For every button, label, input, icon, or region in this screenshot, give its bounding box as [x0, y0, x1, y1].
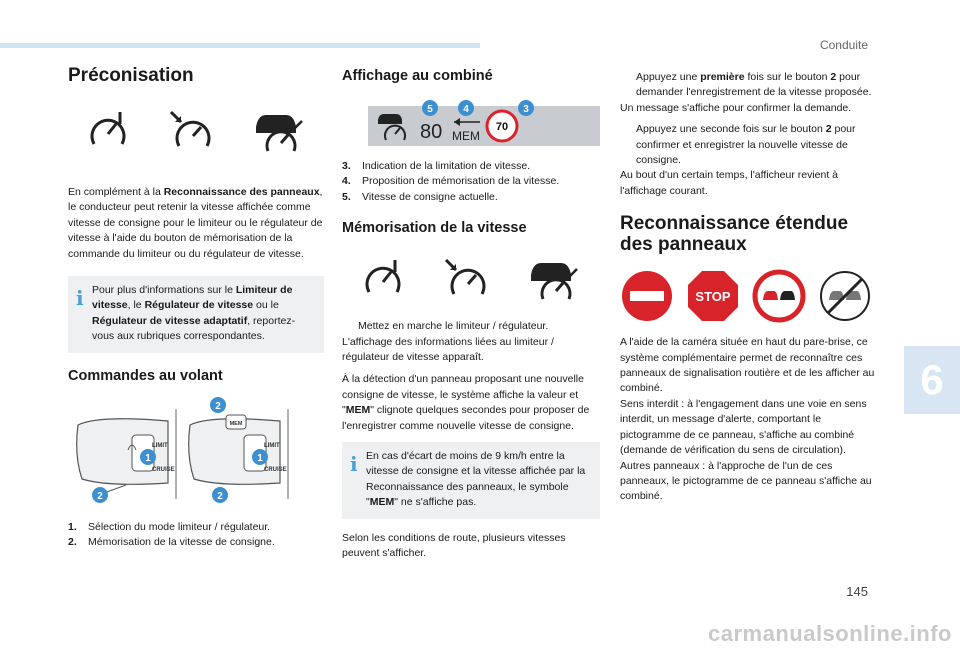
bullet-symbol	[342, 319, 358, 334]
svg-text:LIMIT: LIMIT	[264, 442, 280, 449]
speed-limiter-icon	[86, 110, 130, 152]
info-box	[342, 442, 600, 519]
heading-preconisation: Préconisation	[68, 65, 194, 86]
stalk-left	[77, 418, 175, 502]
cruise-control-icon	[442, 258, 490, 300]
column-middle	[342, 64, 600, 562]
paragraph: Un message s'affiche pour confirmer la demande.	[620, 101, 852, 114]
stop-sign-icon	[686, 269, 740, 323]
no-entry-sign-icon	[620, 269, 674, 323]
section-title: Conduite	[819, 38, 868, 52]
info-icon: i	[350, 452, 358, 477]
watermark: carmanualsonline.info	[708, 621, 952, 646]
svg-text:2: 2	[217, 490, 223, 502]
svg-text:4: 4	[463, 104, 469, 115]
steering-stalk-illustration	[68, 395, 324, 505]
column-right	[620, 70, 878, 505]
info-box	[68, 276, 324, 353]
svg-text:2: 2	[215, 400, 221, 412]
list-item: 1. Sélection du mode limiteur / régulateur.	[68, 520, 271, 533]
heading-reconnaissance: Reconnaissance étendue des panneaux	[620, 213, 849, 256]
bullet-step: Mettez en marche le limiteur / régulateur.	[342, 319, 600, 334]
paragraph: Selon les conditions de route, plusieurs vitesses peuvent s'afficher.	[342, 531, 566, 560]
intro-paragraph: En complément à la Reconnaissance des panneaux, le conducteur peut retenir la vitesse affichée comme vitesse de consigne pour le limiteur ou le régulateur de vitesse à l'aide du bouton de mémorisation de la commande du limiteur ou du régulateur de vitesse.	[68, 186, 323, 260]
heading-commandes: Commandes au volant	[68, 367, 223, 384]
limit-label: LIMIT	[152, 442, 168, 449]
chapter-tab	[904, 346, 960, 414]
cruise-label: CRUISE	[152, 466, 175, 473]
end-no-overtaking-sign-icon	[818, 269, 872, 323]
list-item: 5. Vitesse de consigne actuelle.	[342, 190, 498, 203]
instrument-display	[368, 100, 600, 146]
mem-label: MEM	[229, 420, 243, 427]
svg-text:3: 3	[523, 104, 529, 115]
list-item: 2. Mémorisation de la vitesse de consigne.	[68, 536, 275, 549]
svg-text:STOP: STOP	[695, 289, 731, 305]
road-signs-row	[620, 269, 872, 323]
chapter-number: 6	[920, 356, 944, 403]
info-text: Pour plus d'informations sur le Limiteur de vitesse, le Régulateur de vitesse ou le Régulateur de vitesse adaptatif, reportez-vous aux rubriques correspondantes.	[92, 284, 296, 343]
info-text: En cas d'écart de moins de 9 km/h entre la vitesse de consigne et la vitesse affichée par la Reconnaissance des panneaux, le symbole "MEM" ne s'affiche pas.	[366, 450, 586, 509]
header-accent-bar	[0, 43, 480, 48]
svg-text:70: 70	[495, 121, 509, 133]
display-speed: 80	[420, 121, 443, 143]
list-item: 3. Indication de la limitation de vitesse.	[342, 160, 531, 172]
paragraph: À la détection d'un panneau proposant une nouvelle consigne de vitesse, le système affiche la valeur et "MEM" clignote quelques secondes pour proposer de l'enregistrer comme nouvelle vitesse de consigne.	[342, 373, 590, 432]
svg-text:1: 1	[257, 452, 263, 464]
column-left	[68, 64, 324, 550]
svg-text:5: 5	[427, 104, 433, 115]
speed-limiter-icon	[361, 258, 405, 300]
paragraph: A l'aide de la caméra située en haut du pare-brise, ce système complémentaire permet de reconnaître ces panneaux de signalisation routière et de les afficher au combiné.	[620, 336, 875, 395]
svg-text:2: 2	[97, 490, 103, 502]
list-item: 4. Proposition de mémorisation de la vitesse.	[342, 175, 560, 188]
heading-memorisation: Mémorisation de la vitesse	[342, 220, 527, 237]
no-overtaking-sign-icon	[752, 269, 806, 323]
cruise-control-icon	[167, 110, 215, 152]
speed-icons-row	[68, 103, 324, 159]
paragraph: Sens interdit : à l'engagement dans une voie en sens interdit, un message d'alerte, comportant le pictogramme de ce panneau, s'affiche au combiné (demande de vérification du sens de circulation).	[620, 397, 867, 457]
paragraph: L'affichage des informations liées au limiteur / régulateur de vitesse apparaît.	[342, 335, 554, 364]
heading-affichage: Affichage au combiné	[342, 68, 493, 84]
paragraph: Au bout d'un certain temps, l'afficheur revient à l'affichage courant.	[620, 169, 839, 197]
memo-icons-row	[342, 251, 600, 307]
commands-list	[68, 520, 324, 551]
bullet-step: Appuyez une première fois sur le bouton 2 pour demander l'enregistrement de la vitesse proposée.	[636, 71, 872, 99]
stalk-right	[189, 397, 287, 503]
page-number: 145	[846, 584, 868, 599]
info-icon: i	[76, 286, 84, 311]
display-mem: MEM	[452, 129, 480, 143]
display-list	[342, 159, 600, 205]
svg-text:CRUISE: CRUISE	[264, 466, 287, 473]
paragraph: Autres panneaux : à l'approche de l'un de ces panneaux, le pictogramme de ce panneau s'affiche au combiné.	[620, 459, 872, 503]
adaptive-cruise-icon	[527, 255, 581, 303]
bullet-step: Appuyez une seconde fois sur le bouton 2 pour confirmer et enregistrer la nouvelle vitesse de consigne.	[636, 123, 856, 167]
svg-text:1: 1	[145, 452, 151, 464]
adaptive-cruise-icon	[252, 107, 306, 155]
